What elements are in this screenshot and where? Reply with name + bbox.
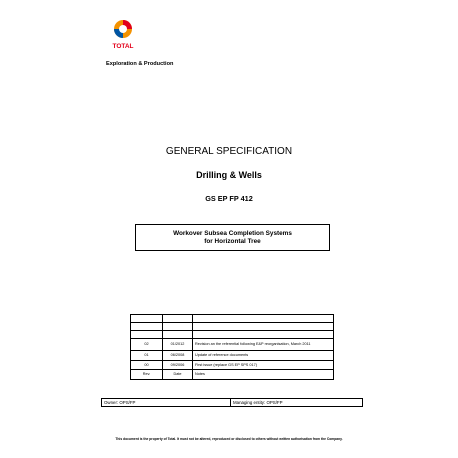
document-title-box <box>135 224 330 251</box>
table-row <box>131 323 334 331</box>
title-line-2: for Horizontal Tree <box>204 237 261 245</box>
ownership-bar <box>101 398 363 407</box>
table-row <box>131 315 334 323</box>
revision-table <box>130 314 334 380</box>
date-header: Date <box>163 370 193 380</box>
managing-entity-label: Managing entity: OPS/FP <box>233 400 283 405</box>
title-line-1: Workover Subsea Completion Systems <box>173 229 292 237</box>
date-cell: 01/2012 <box>163 339 193 351</box>
notes-header: Notes <box>193 370 334 380</box>
total-logo <box>108 16 138 56</box>
discipline-title: Drilling & Wells <box>196 170 262 180</box>
table-row <box>131 351 334 361</box>
table-row <box>131 331 334 339</box>
document-number: GS EP FP 412 <box>205 194 253 203</box>
department-label: Exploration & Production <box>106 61 174 67</box>
rev-header: Rev. <box>131 370 163 380</box>
table-row <box>131 360 334 370</box>
table-header-row <box>131 370 334 380</box>
document-heading: GENERAL SPECIFICATION <box>165 146 293 157</box>
confidentiality-notice: This document is the property of Total. It must not be altered, reproduced or disclosed to others without written authorisation from the Company. <box>115 437 343 441</box>
rev-cell: 00 <box>131 360 163 370</box>
rev-cell: 01 <box>131 351 163 361</box>
notes-cell: Revision an the referential following E&P reorganisation, March 2011 <box>193 339 334 351</box>
logo-wordmark: TOTAL <box>112 43 134 50</box>
date-cell: 09/2006 <box>163 360 193 370</box>
table-row <box>131 339 334 351</box>
notes-cell: Update of reference documents <box>193 351 334 361</box>
notes-cell: First issue (replace GS EP SPS 017) <box>193 360 334 370</box>
owner-label: Owner: OPS/FP <box>102 399 231 406</box>
rev-cell: 02 <box>131 339 163 351</box>
date-cell: 06/2008 <box>163 351 193 361</box>
